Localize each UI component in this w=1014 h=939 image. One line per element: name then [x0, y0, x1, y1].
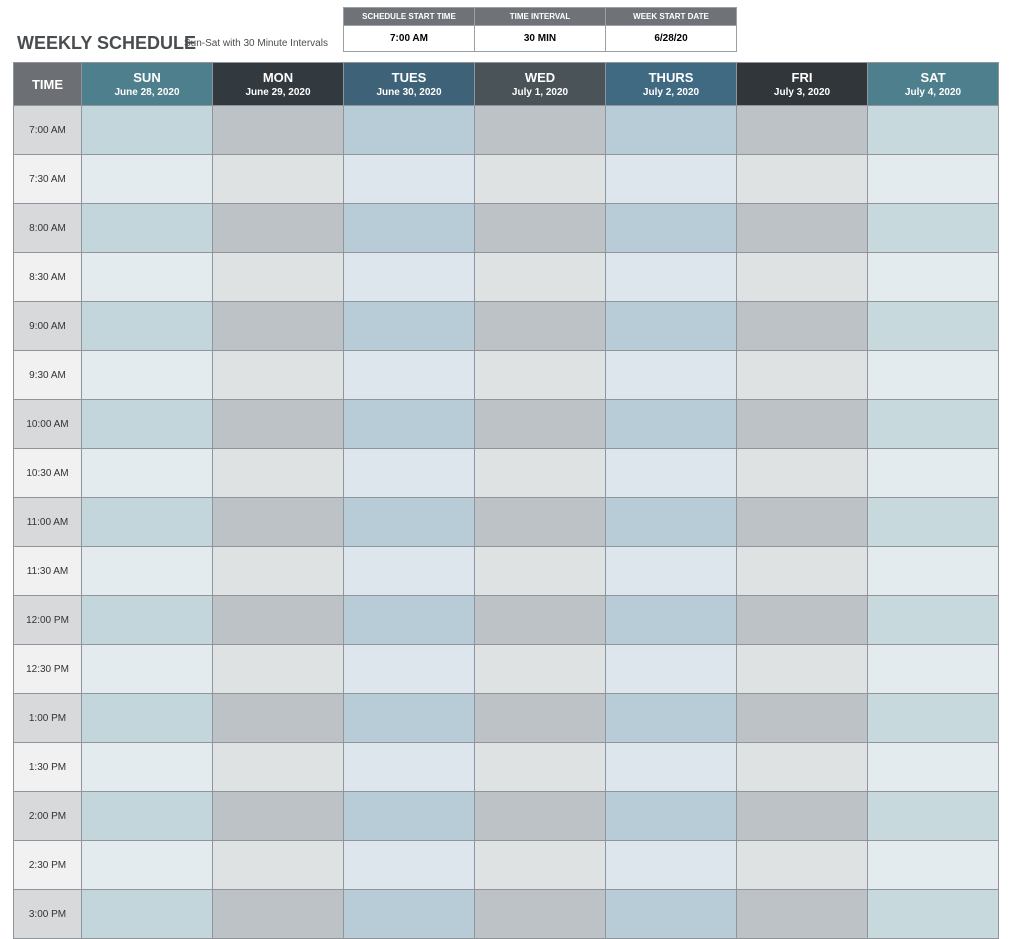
- time-slot-label: 12:30 PM: [14, 645, 82, 694]
- schedule-cell-sat[interactable]: [868, 498, 999, 547]
- time-slot-row: [14, 890, 999, 939]
- schedule-cell-sun[interactable]: [82, 547, 213, 596]
- schedule-cell-mon[interactable]: [213, 694, 344, 743]
- time-slot-label: 10:00 AM: [14, 400, 82, 449]
- schedule-cell-tues[interactable]: [344, 547, 475, 596]
- schedule-cell-tues[interactable]: [344, 841, 475, 890]
- schedule-cell-thurs[interactable]: [606, 694, 737, 743]
- schedule-cell-wed[interactable]: [475, 645, 606, 694]
- schedule-cell-fri[interactable]: [737, 890, 868, 939]
- schedule-cell-tues[interactable]: [344, 155, 475, 204]
- schedule-cell-wed[interactable]: [475, 253, 606, 302]
- schedule-cell-fri[interactable]: [737, 645, 868, 694]
- schedule-cell-sun[interactable]: [82, 155, 213, 204]
- schedule-cell-thurs[interactable]: [606, 792, 737, 841]
- schedule-cell-tues[interactable]: [344, 890, 475, 939]
- schedule-cell-sun[interactable]: [82, 253, 213, 302]
- schedule-cell-sun[interactable]: [82, 645, 213, 694]
- schedule-cell-sat[interactable]: [868, 694, 999, 743]
- schedule-cell-wed[interactable]: [475, 155, 606, 204]
- schedule-cell-wed[interactable]: [475, 596, 606, 645]
- time-slot-row: [14, 645, 999, 694]
- schedule-cell-sun[interactable]: [82, 890, 213, 939]
- schedule-cell-thurs[interactable]: [606, 204, 737, 253]
- time-slot-label: 9:00 AM: [14, 302, 82, 351]
- schedule-cell-wed[interactable]: [475, 204, 606, 253]
- week-start-date-label: WEEK START DATE: [606, 8, 737, 26]
- schedule-cell-tues[interactable]: [344, 645, 475, 694]
- schedule-cell-sat[interactable]: [868, 351, 999, 400]
- time-slot-row: [14, 841, 999, 890]
- time-interval-input[interactable]: 30 MIN: [475, 26, 606, 52]
- time-slot-label: 1:30 PM: [14, 743, 82, 792]
- schedule-cell-sun[interactable]: [82, 106, 213, 155]
- schedule-cell-tues[interactable]: [344, 449, 475, 498]
- schedule-cell-mon[interactable]: [213, 596, 344, 645]
- day-header-row: [14, 63, 999, 106]
- day-date: June 29, 2020: [245, 86, 311, 98]
- day-header-mon: [213, 63, 344, 106]
- time-interval-label: TIME INTERVAL: [475, 8, 606, 26]
- time-slot-row: [14, 547, 999, 596]
- schedule-cell-wed[interactable]: [475, 841, 606, 890]
- schedule-cell-mon[interactable]: [213, 792, 344, 841]
- time-slot-row: [14, 253, 999, 302]
- schedule-cell-sat[interactable]: [868, 645, 999, 694]
- time-slot-label: 2:30 PM: [14, 841, 82, 890]
- schedule-cell-sun[interactable]: [82, 302, 213, 351]
- schedule-cell-mon[interactable]: [213, 155, 344, 204]
- schedule-cell-wed[interactable]: [475, 106, 606, 155]
- schedule-cell-wed[interactable]: [475, 792, 606, 841]
- schedule-cell-tues[interactable]: [344, 106, 475, 155]
- page-subtitle: Sun-Sat with 30 Minute Intervals: [184, 38, 328, 49]
- schedule-cell-thurs[interactable]: [606, 547, 737, 596]
- schedule-cell-fri[interactable]: [737, 596, 868, 645]
- schedule-cell-thurs[interactable]: [606, 498, 737, 547]
- schedule-cell-sat[interactable]: [868, 743, 999, 792]
- schedule-cell-thurs[interactable]: [606, 449, 737, 498]
- time-slot-row: [14, 204, 999, 253]
- schedule-cell-tues[interactable]: [344, 792, 475, 841]
- time-slot-row: [14, 498, 999, 547]
- schedule-cell-sat[interactable]: [868, 155, 999, 204]
- schedule-cell-fri[interactable]: [737, 792, 868, 841]
- schedule-cell-mon[interactable]: [213, 743, 344, 792]
- day-date: July 3, 2020: [773, 86, 831, 98]
- day-name: FRI: [791, 69, 813, 85]
- schedule-cell-sat[interactable]: [868, 204, 999, 253]
- schedule-cell-tues[interactable]: [344, 743, 475, 792]
- schedule-cell-wed[interactable]: [475, 890, 606, 939]
- schedule-cell-sun[interactable]: [82, 792, 213, 841]
- schedule-cell-mon[interactable]: [213, 449, 344, 498]
- schedule-cell-sun[interactable]: [82, 400, 213, 449]
- schedule-cell-mon[interactable]: [213, 253, 344, 302]
- page-title: WEEKLY SCHEDULE: [17, 33, 197, 53]
- schedule-cell-wed[interactable]: [475, 302, 606, 351]
- start-time-input[interactable]: 7:00 AM: [344, 26, 475, 52]
- time-slot-label: 2:00 PM: [14, 792, 82, 841]
- schedule-cell-sun[interactable]: [82, 498, 213, 547]
- schedule-cell-sat[interactable]: [868, 400, 999, 449]
- time-slot-row: [14, 449, 999, 498]
- schedule-cell-sun[interactable]: [82, 841, 213, 890]
- schedule-cell-tues[interactable]: [344, 253, 475, 302]
- schedule-cell-fri[interactable]: [737, 449, 868, 498]
- schedule-cell-mon[interactable]: [213, 302, 344, 351]
- schedule-cell-sat[interactable]: [868, 792, 999, 841]
- time-slot-label: 10:30 AM: [14, 449, 82, 498]
- time-slot-label: 7:00 AM: [14, 106, 82, 155]
- schedule-cell-thurs[interactable]: [606, 155, 737, 204]
- schedule-cell-wed[interactable]: [475, 743, 606, 792]
- schedule-cell-mon[interactable]: [213, 400, 344, 449]
- time-slot-row: [14, 694, 999, 743]
- schedule-cell-sun[interactable]: [82, 743, 213, 792]
- schedule-cell-sat[interactable]: [868, 596, 999, 645]
- time-slot-label: 7:30 AM: [14, 155, 82, 204]
- day-date: June 30, 2020: [376, 86, 442, 98]
- schedule-parameters: [343, 7, 737, 52]
- schedule-cell-sun[interactable]: [82, 351, 213, 400]
- schedule-grid: [13, 62, 999, 939]
- schedule-cell-thurs[interactable]: [606, 890, 737, 939]
- day-header-wed: [475, 63, 606, 106]
- schedule-cell-fri[interactable]: [737, 498, 868, 547]
- schedule-cell-mon[interactable]: [213, 498, 344, 547]
- schedule-cell-wed[interactable]: [475, 694, 606, 743]
- schedule-cell-tues[interactable]: [344, 302, 475, 351]
- day-name: MON: [262, 69, 294, 85]
- schedule-cell-thurs[interactable]: [606, 106, 737, 155]
- time-slot-row: [14, 792, 999, 841]
- day-date: July 4, 2020: [904, 86, 962, 98]
- schedule-cell-thurs[interactable]: [606, 302, 737, 351]
- schedule-cell-tues[interactable]: [344, 351, 475, 400]
- day-date: July 1, 2020: [511, 86, 569, 98]
- schedule-cell-fri[interactable]: [737, 743, 868, 792]
- schedule-cell-thurs[interactable]: [606, 253, 737, 302]
- time-slot-row: [14, 400, 999, 449]
- time-slot-label: 1:00 PM: [14, 694, 82, 743]
- schedule-cell-wed[interactable]: [475, 547, 606, 596]
- schedule-cell-sun[interactable]: [82, 204, 213, 253]
- day-date: July 2, 2020: [642, 86, 700, 98]
- schedule-cell-sat[interactable]: [868, 841, 999, 890]
- schedule-cell-mon[interactable]: [213, 645, 344, 694]
- time-slot-label: 12:00 PM: [14, 596, 82, 645]
- schedule-cell-fri[interactable]: [737, 106, 868, 155]
- time-slot-label: 3:00 PM: [14, 890, 82, 939]
- schedule-cell-fri[interactable]: [737, 400, 868, 449]
- schedule-cell-mon[interactable]: [213, 890, 344, 939]
- day-header-tues: [344, 63, 475, 106]
- day-header-sun: [82, 63, 213, 106]
- time-slot-row: [14, 743, 999, 792]
- schedule-cell-tues[interactable]: [344, 498, 475, 547]
- schedule-cell-sat[interactable]: [868, 106, 999, 155]
- schedule-cell-sun[interactable]: [82, 694, 213, 743]
- week-start-date-input[interactable]: 6/28/20: [606, 26, 737, 52]
- day-name: SUN: [133, 69, 161, 85]
- time-slot-row: [14, 596, 999, 645]
- day-header-sat: [868, 63, 999, 106]
- schedule-cell-fri[interactable]: [737, 155, 868, 204]
- schedule-cell-wed[interactable]: [475, 449, 606, 498]
- schedule-cell-sun[interactable]: [82, 596, 213, 645]
- schedule-cell-fri[interactable]: [737, 204, 868, 253]
- schedule-cell-thurs[interactable]: [606, 351, 737, 400]
- time-slot-label: 11:30 AM: [14, 547, 82, 596]
- schedule-cell-thurs[interactable]: [606, 743, 737, 792]
- schedule-cell-sat[interactable]: [868, 547, 999, 596]
- schedule-cell-sat[interactable]: [868, 302, 999, 351]
- schedule-cell-fri[interactable]: [737, 694, 868, 743]
- schedule-cell-sun[interactable]: [82, 449, 213, 498]
- schedule-cell-wed[interactable]: [475, 351, 606, 400]
- schedule-cell-thurs[interactable]: [606, 400, 737, 449]
- schedule-cell-sat[interactable]: [868, 449, 999, 498]
- schedule-cell-thurs[interactable]: [606, 645, 737, 694]
- day-header-fri: [737, 63, 868, 106]
- start-time-label: SCHEDULE START TIME: [344, 8, 475, 26]
- schedule-cell-mon[interactable]: [213, 106, 344, 155]
- day-header-thurs: [606, 63, 737, 106]
- time-slot-label: 8:30 AM: [14, 253, 82, 302]
- time-slot-label: 8:00 AM: [14, 204, 82, 253]
- time-slot-label: 11:00 AM: [14, 498, 82, 547]
- schedule-cell-wed[interactable]: [475, 400, 606, 449]
- time-slot-row: [14, 155, 999, 204]
- time-slot-row: [14, 302, 999, 351]
- schedule-cell-fri[interactable]: [737, 302, 868, 351]
- time-slot-label: 9:30 AM: [14, 351, 82, 400]
- schedule-cell-fri[interactable]: [737, 547, 868, 596]
- time-slot-row: [14, 106, 999, 155]
- schedule-cell-sat[interactable]: [868, 253, 999, 302]
- schedule-cell-sat[interactable]: [868, 890, 999, 939]
- schedule-cell-wed[interactable]: [475, 498, 606, 547]
- schedule-cell-tues[interactable]: [344, 596, 475, 645]
- schedule-cell-mon[interactable]: [213, 204, 344, 253]
- time-column-header: TIME: [14, 63, 82, 106]
- day-date: June 28, 2020: [114, 86, 180, 98]
- schedule-cell-tues[interactable]: [344, 694, 475, 743]
- day-name: WED: [524, 69, 556, 85]
- day-name: TUES: [391, 69, 427, 85]
- schedule-cell-thurs[interactable]: [606, 596, 737, 645]
- schedule-cell-mon[interactable]: [213, 547, 344, 596]
- day-name: SAT: [920, 69, 946, 85]
- schedule-cell-tues[interactable]: [344, 204, 475, 253]
- schedule-cell-thurs[interactable]: [606, 841, 737, 890]
- schedule-cell-fri[interactable]: [737, 351, 868, 400]
- schedule-cell-fri[interactable]: [737, 841, 868, 890]
- day-name: THURS: [648, 69, 694, 85]
- schedule-cell-mon[interactable]: [213, 841, 344, 890]
- schedule-cell-tues[interactable]: [344, 400, 475, 449]
- schedule-cell-mon[interactable]: [213, 351, 344, 400]
- schedule-cell-fri[interactable]: [737, 253, 868, 302]
- time-slot-row: [14, 351, 999, 400]
